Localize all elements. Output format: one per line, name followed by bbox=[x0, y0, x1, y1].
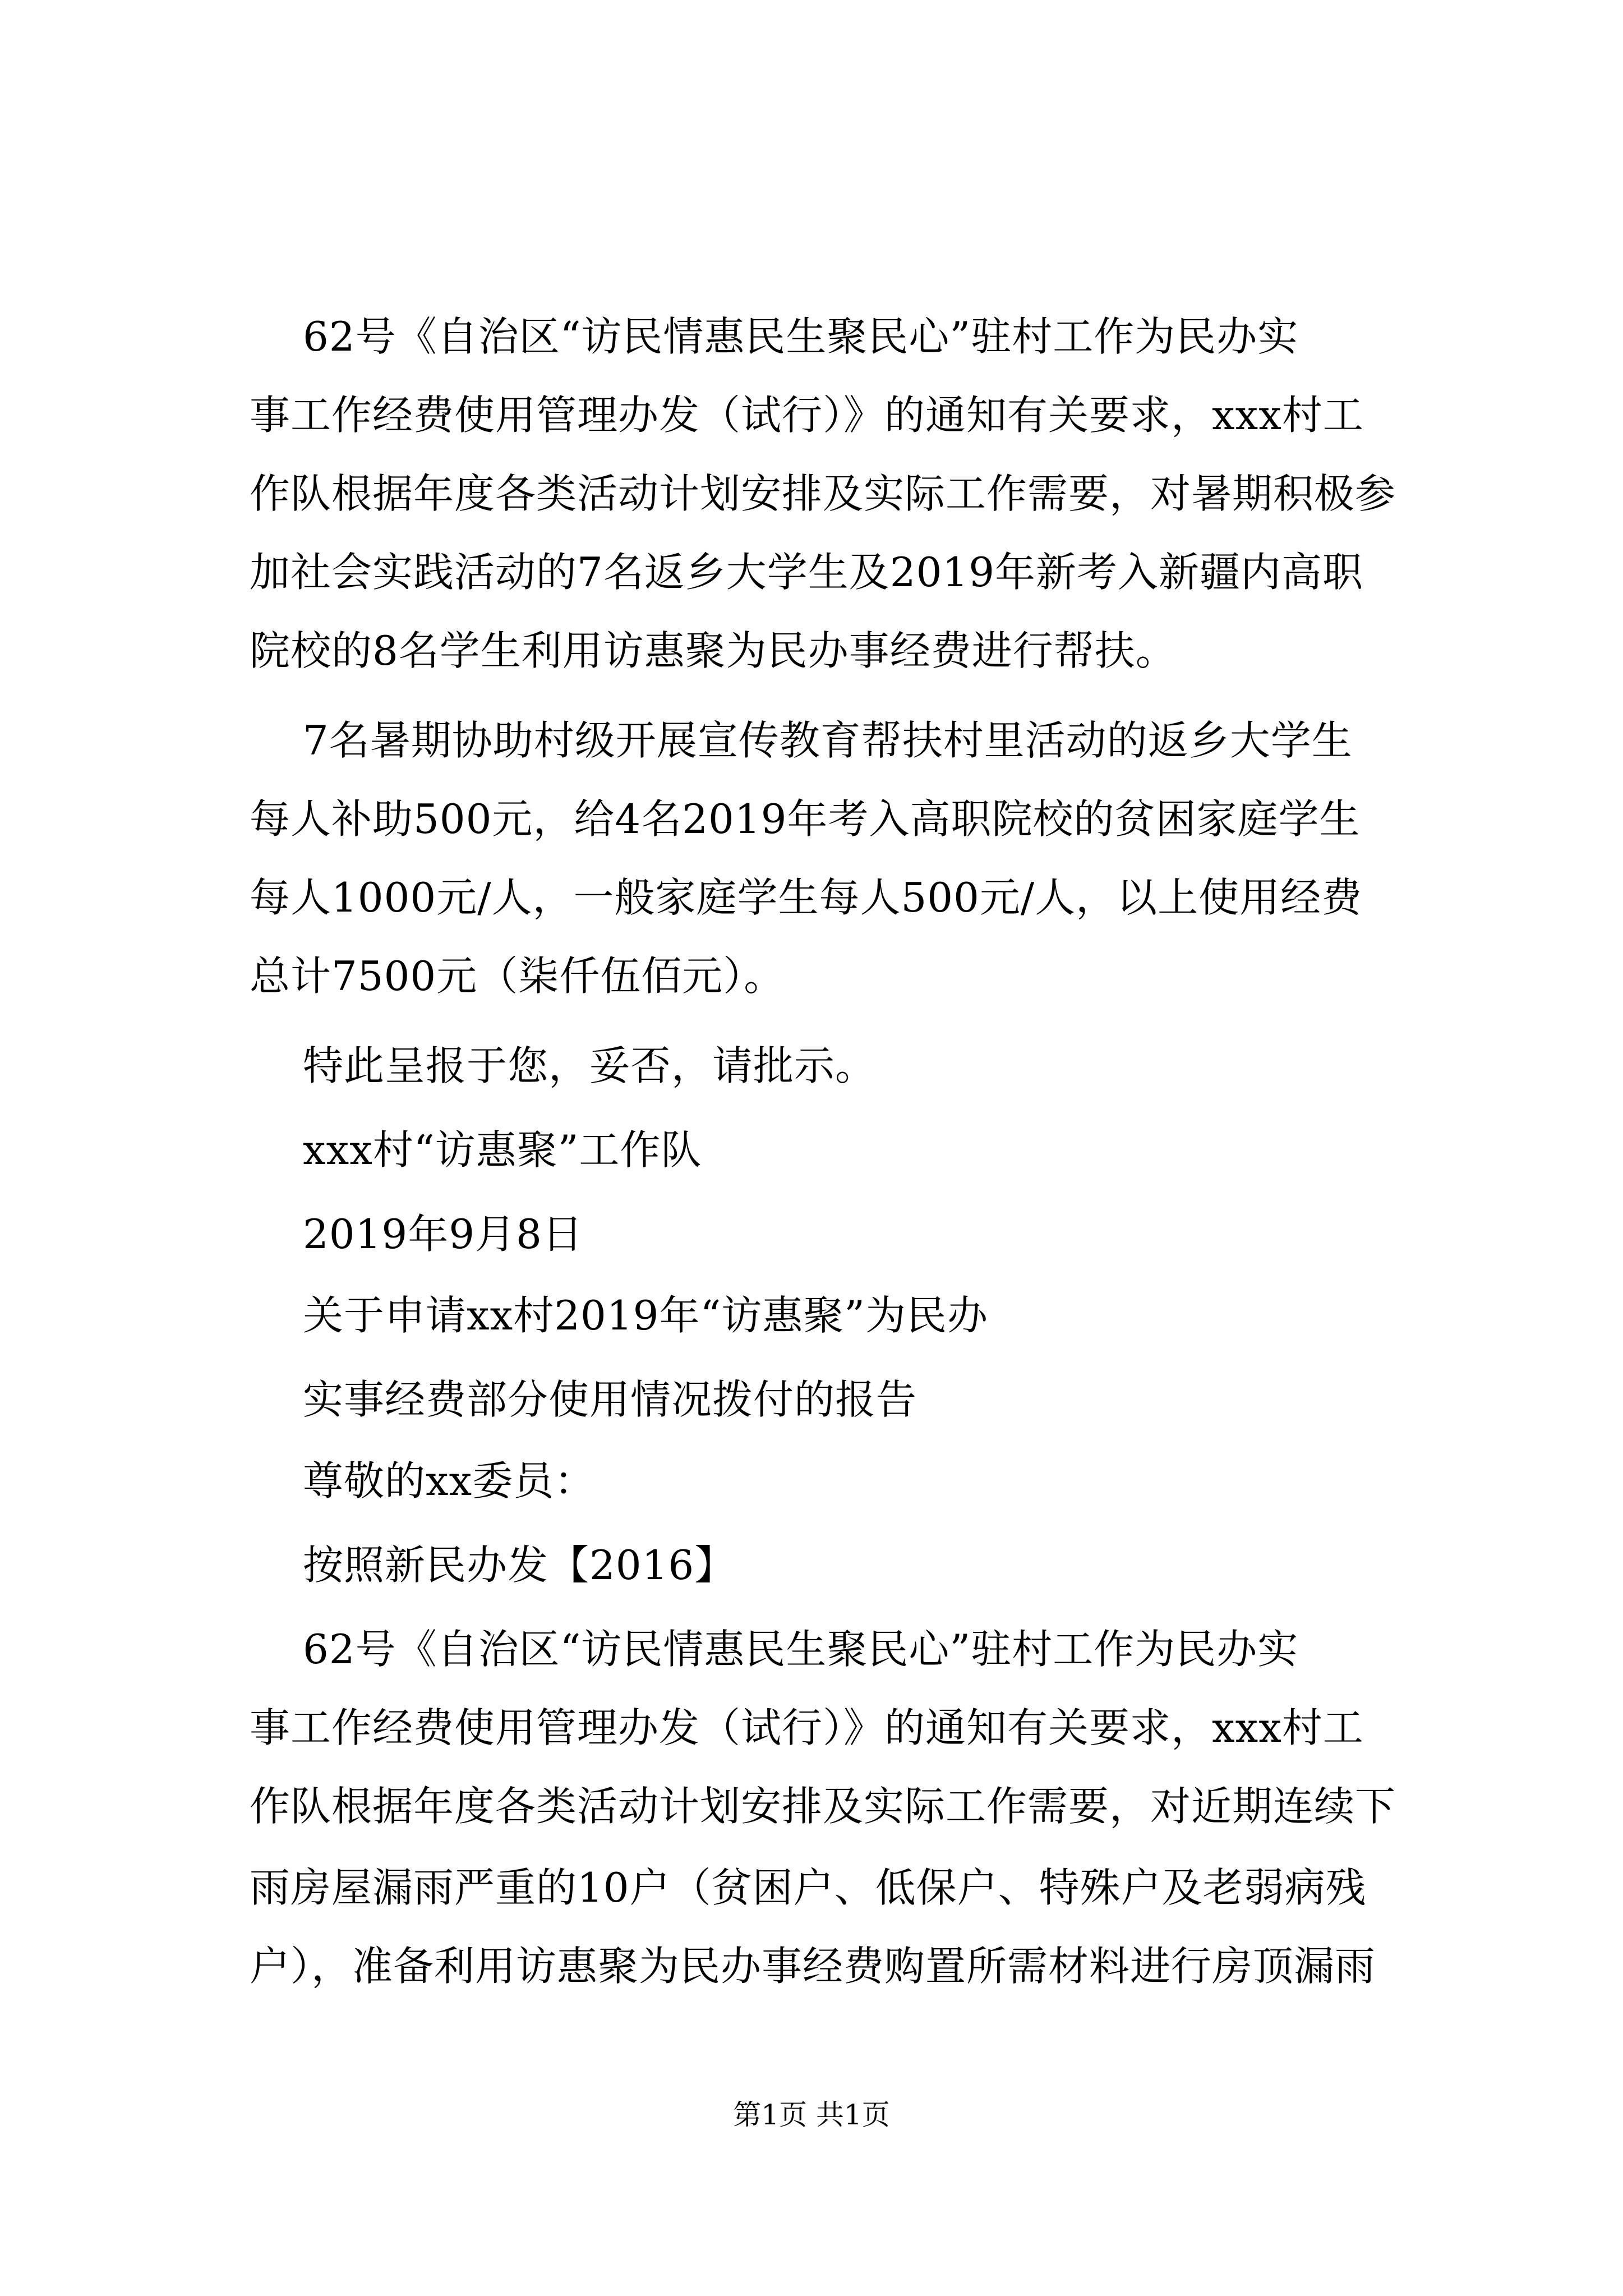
text-line: 作队根据年度各类活动计划安排及实际工作需要，对暑期积极参 bbox=[250, 470, 1396, 517]
text-line: 每人补助500元，给4名2019年考入高职院校的贫困家庭学生 bbox=[250, 795, 1361, 843]
text-line: 雨房屋漏雨严重的10户（贫困户、低保户、特殊户及老弱病残 bbox=[250, 1864, 1367, 1911]
text-line: 62号《自治区“访民情惠民生聚民心”驻村工作为民办实 bbox=[303, 1626, 1299, 1673]
text-line: 事工作经费使用管理办发（试行）》的通知有关要求，xxx村工 bbox=[250, 392, 1364, 439]
text-line: 加社会实践活动的7名返乡大学生及2019年新考入新疆内高职 bbox=[250, 549, 1364, 596]
text-line: 62号《自治区“访民情惠民生聚民心”驻村工作为民办实 bbox=[303, 313, 1299, 360]
text-line: 关于申请xx村2019年“访惠聚”为民办 bbox=[303, 1292, 989, 1339]
text-line: 总计7500元（柒仟伍佰元）。 bbox=[250, 953, 785, 1000]
text-line: xxx村“访惠聚”工作队 bbox=[303, 1126, 702, 1174]
text-line: 尊敬的xx委员： bbox=[303, 1457, 596, 1504]
text-line: 每人1000元/人，一般家庭学生每人500元/人，以上使用经费 bbox=[250, 874, 1363, 921]
page-footer: 第1页 共1页 bbox=[733, 2099, 890, 2131]
text-line: 事工作经费使用管理办发（试行）》的通知有关要求，xxx村工 bbox=[250, 1704, 1364, 1751]
text-line: 按照新民办发【2016】 bbox=[303, 1542, 736, 1589]
text-line: 户），准备利用访惠聚为民办事经费购置所需材料进行房顶漏雨 bbox=[250, 1943, 1376, 1990]
text-line: 院校的8名学生利用访惠聚为民办事经费进行帮扶。 bbox=[250, 627, 1177, 674]
text-line: 7名暑期协助村级开展宣传教育帮扶村里活动的返乡大学生 bbox=[303, 717, 1353, 764]
text-line: 实事经费部分使用情况拨付的报告 bbox=[303, 1376, 917, 1423]
text-line: 特此呈报于您，妥否，请批示。 bbox=[303, 1042, 877, 1089]
text-line: 作队根据年度各类活动计划安排及实际工作需要，对近期连续下 bbox=[250, 1783, 1396, 1830]
text-line: 2019年9月8日 bbox=[303, 1211, 583, 1258]
